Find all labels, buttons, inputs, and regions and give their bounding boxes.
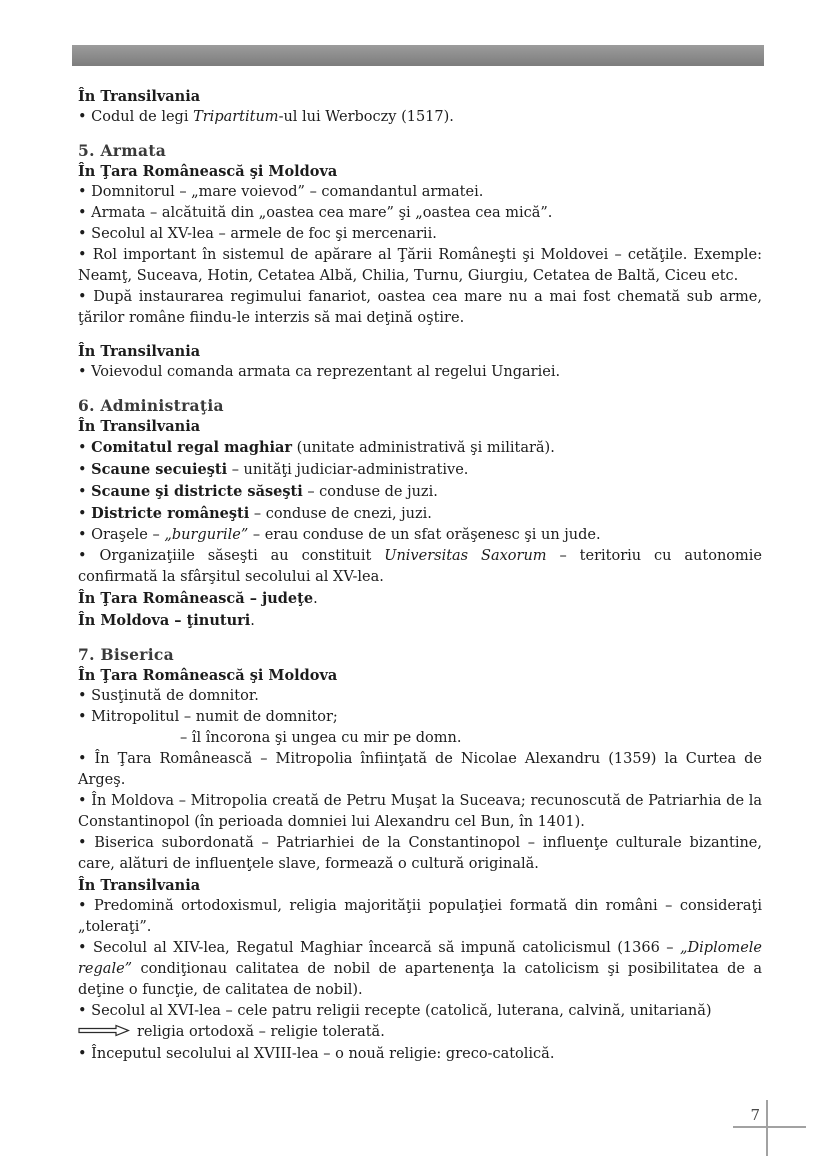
text-run: 7. Biserica [78,645,174,664]
text-run: În Transilvania [78,343,201,360]
text-run: • [78,506,92,522]
italic-run: Universitas Saxorum [384,548,547,564]
text-run: • [78,462,92,478]
bullet-item [78,182,762,203]
text-run: . [250,613,255,629]
header-bar [72,45,764,66]
subheading [78,665,762,686]
bold-run: În Moldova – ţinuturi [78,612,251,629]
italic-run: „burgurile” [164,527,249,543]
bullet-item [78,833,762,875]
text-run: În Transilvania [78,88,201,105]
page-content [78,86,762,1065]
text-run: • Secolul al XV-lea – armele de foc şi mercenarii. [78,226,437,242]
indent-line [78,728,762,749]
bullet-item [78,287,762,329]
bullet-item [78,707,762,728]
bullet-item [78,245,762,287]
text-run: condiţionau calitatea de nobil de apartenenţa la catolicism şi posibilitatea de a deţine o funcţie, de calitatea de nobil). [78,961,762,998]
subheading [78,341,762,362]
bold-run: În Ţara Românească – judeţe [78,590,314,607]
bullet-item [78,938,762,1001]
bullet-item [78,224,762,245]
subheading [78,875,762,896]
section-heading [78,644,762,665]
text-run: • În Moldova – Mitropolia creată de Petru Muşat la Suceava; recunoscută de Patriarhia de la Constantinopol (în perioada domniei lui Alexandru cel Bun, în 1401). [78,793,762,830]
bullet-item [78,791,762,833]
bold-run: Districte româneşti [91,505,250,522]
text-run: • Domnitorul – „mare voievod” – comandantul armatei. [78,184,484,200]
subheading [78,161,762,182]
italic-run: Tripartitum [193,109,279,125]
result-line [78,1022,762,1044]
bullet-item [78,749,762,791]
text-run: • Rol important în sistemul de apărare al Ţării Româneşti şi Moldovei – cetăţile. Exemple: Neamţ, Suceava, Hotin, Cetatea Albă, Chilia, Turnu, Giurgiu, Cetatea de Baltă, Ciceu etc. [78,247,762,284]
text-run: • [78,484,92,500]
text-run: – conduse de juzi. [302,484,438,500]
text-run: • După instaurarea regimului fanariot, oastea cea mare nu a mai fost chemată sub arme, ţărilor române fiindu-le interzis să mai deţină oştire. [78,289,762,326]
subheading [78,86,762,107]
subheading [78,416,762,437]
hollow-right-arrow-icon [78,1023,130,1044]
bullet-item [78,546,762,588]
text-run: • În Ţara Românească – Mitropolia înfiinţată de Nicolae Alexandru (1359) la Curtea de Argeş. [78,751,762,788]
bullet-item [78,481,762,503]
crop-mark-horizontal [733,1126,806,1128]
bullet-item [78,203,762,224]
text-run: 6. Administraţia [78,396,224,415]
text-run: • Voievodul comanda armata ca reprezentant al regelui Ungariei. [78,364,561,380]
text-run: • Mitropolitul – numit de domnitor; [78,709,338,725]
text-run: • [78,440,92,456]
bold-run: Comitatul regal maghiar [91,439,293,456]
text-run: 5. Armata [78,141,167,160]
bullet-item [78,459,762,481]
italic-run: „Diplomele regale” [78,940,762,977]
text-run: • Începutul secolului al XVIII-lea – o nouă religie: greco-catolică. [78,1046,555,1062]
page-number: 7 [750,1106,760,1124]
emphasis-line [78,588,762,610]
text-run: . [313,591,318,607]
bullet-item [78,1044,762,1065]
text-run: (unitate administrativă şi militară). [292,440,555,456]
bullet-item [78,362,762,383]
bullet-item [78,686,762,707]
bullet-item [78,1001,762,1022]
bullet-item [78,503,762,525]
bold-run: Scaune secuieşti [91,461,228,478]
text-run: – teritoriu cu autonomie confirmată la sfârşitul secolului al XV-lea. [78,548,762,585]
text-run: • Armata – alcătuită din „oastea cea mare” şi „oastea cea mică”. [78,205,553,221]
text-run: • Codul de legi [78,109,194,125]
section-heading [78,395,762,416]
text-run: • Susţinută de domnitor. [78,688,259,704]
text-run: În Transilvania [78,418,201,435]
text-run: -ul lui Werboczy (1517). [278,109,454,125]
text-run: • Secolul al XIV-lea, Regatul Maghiar încearcă să impună catolicismul (1366 – [78,940,681,956]
text-run: • Oraşele – [78,527,165,543]
text-run: religia ortodoxă – religie tolerată. [137,1024,385,1040]
text-run: – îl încorona şi ungea cu mir pe domn. [180,730,462,746]
text-run: • Organizaţiile săseşti au constituit [78,548,385,564]
emphasis-line [78,610,762,632]
bold-run: Scaune şi districte săseşti [91,483,303,500]
bullet-item [78,437,762,459]
text-run: – conduse de cnezi, juzi. [249,506,432,522]
section-heading [78,140,762,161]
text-run: În Ţara Românească şi Moldova [78,667,338,684]
bullet-item [78,896,762,938]
bullet-item [78,107,762,128]
text-run: • Biserica subordonată – Patriarhiei de la Constantinopol – influenţe culturale bizantine, care, alături de influenţele slave, formează o cultură originală. [78,835,762,872]
bullet-item [78,525,762,546]
text-run: – unităţi judiciar-administrative. [227,462,469,478]
crop-mark-vertical [766,1100,768,1156]
text-run: • Secolul al XVI-lea – cele patru religii recepte (catolică, luterana, calvină, unitariană) [78,1003,712,1019]
text-run: • Predomină ortodoxismul, religia majorităţii populaţiei formată din români – consideraţi „toleraţi”. [78,898,762,935]
text-run: – erau conduse de un sfat orăşenesc şi un jude. [248,527,601,543]
text-run: În Ţara Românească şi Moldova [78,163,338,180]
text-run: În Transilvania [78,877,201,894]
